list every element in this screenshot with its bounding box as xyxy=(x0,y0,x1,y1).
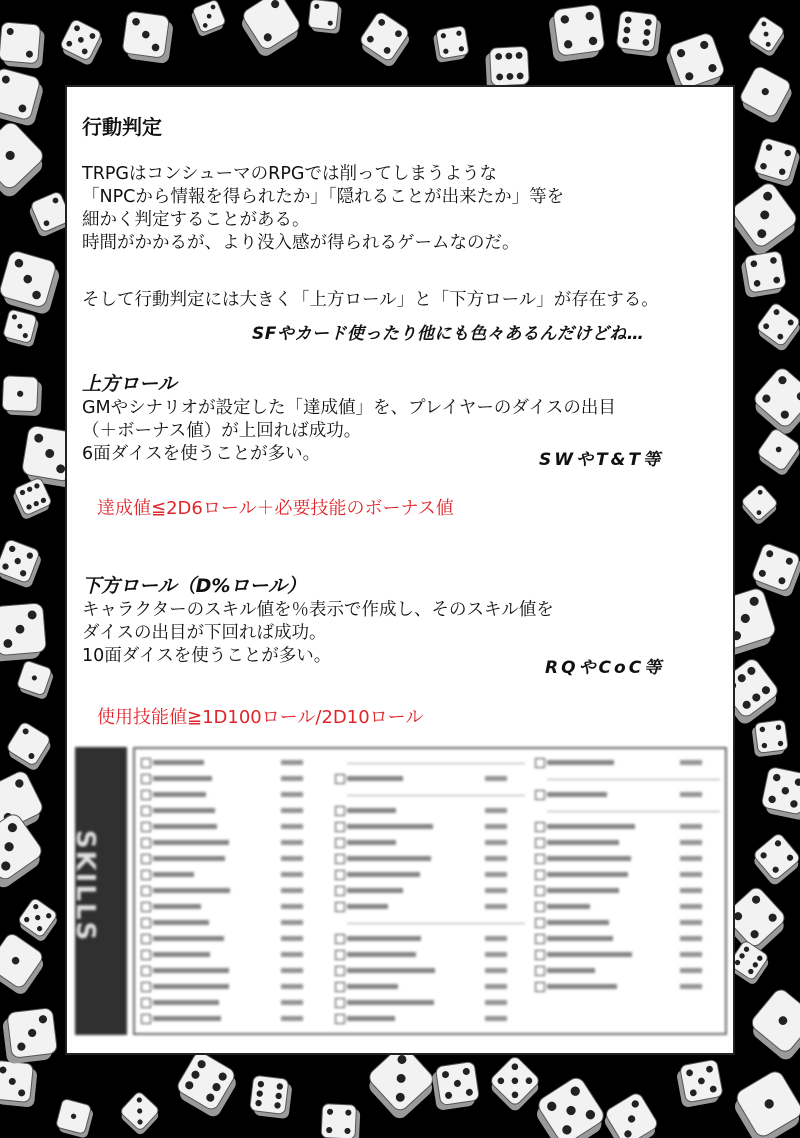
sheet-row xyxy=(335,819,525,835)
sheet-row xyxy=(141,803,321,819)
sheet-row xyxy=(535,867,720,883)
die-icon xyxy=(0,1060,38,1107)
lower-roll-line: ダイスの出目が下回れば成功。 xyxy=(82,623,327,643)
die-icon xyxy=(740,251,788,299)
roll-types-note: SFやカード使ったり他にも色々あるんだけどね… xyxy=(252,324,645,344)
die-icon xyxy=(728,1068,800,1138)
sheet-row xyxy=(535,947,720,963)
upper-roll-formula: 達成値≦2D6ロール＋必要技能のボーナス値 xyxy=(97,498,454,519)
die-icon xyxy=(725,180,800,258)
sheet-row xyxy=(535,803,720,819)
sheet-column xyxy=(535,755,720,995)
sheet-row xyxy=(141,787,321,803)
die-icon xyxy=(745,986,800,1062)
die-icon xyxy=(0,22,45,69)
sheet-row xyxy=(535,755,720,771)
upper-roll-line: （＋ボーナス値）が上回れば成功。 xyxy=(82,421,362,441)
die-icon xyxy=(600,1091,662,1138)
sheet-row xyxy=(141,819,321,835)
die-icon xyxy=(58,18,106,66)
sheet-row xyxy=(141,867,321,883)
sheet-row xyxy=(335,963,525,979)
lower-roll-line: キャラクターのスキル値を％表示で作成し、そのスキル値を xyxy=(82,600,554,620)
sheet-row xyxy=(335,915,525,931)
die-icon xyxy=(530,1075,610,1138)
die-icon xyxy=(15,660,55,700)
sheet-row xyxy=(141,915,321,931)
die-icon xyxy=(121,11,174,64)
sheet-row xyxy=(535,771,720,787)
die-icon xyxy=(486,1055,544,1113)
die-icon xyxy=(431,1061,481,1111)
upper-roll-heading: 上方ロール xyxy=(82,373,177,395)
sheet-row xyxy=(141,883,321,899)
sheet-row xyxy=(535,883,720,899)
die-icon xyxy=(751,720,789,758)
sheet-row xyxy=(335,995,525,1011)
die-icon xyxy=(432,26,469,63)
die-icon xyxy=(736,65,796,125)
sheet-row xyxy=(141,1011,321,1027)
die-icon xyxy=(0,67,46,127)
die-icon xyxy=(547,4,606,63)
sheet-row xyxy=(335,851,525,867)
sheet-row xyxy=(335,835,525,851)
sheet-row xyxy=(335,883,525,899)
die-icon xyxy=(0,932,49,997)
sheet-row xyxy=(535,979,720,995)
sheet-row xyxy=(535,787,720,803)
die-icon xyxy=(55,1098,95,1138)
sheet-row xyxy=(535,899,720,915)
content-panel xyxy=(65,85,735,1055)
die-icon xyxy=(616,10,663,57)
sheet-row xyxy=(535,835,720,851)
die-icon xyxy=(4,721,55,772)
sheet-row xyxy=(335,771,525,787)
die-icon xyxy=(172,1050,241,1119)
intro-line: 「NPCから情報を得られたか」「隠れることが出来たか」等を xyxy=(82,187,565,207)
sheet-row xyxy=(335,867,525,883)
sheet-row xyxy=(141,755,321,771)
sheet-row xyxy=(335,803,525,819)
sheet-row xyxy=(141,771,321,787)
intro-line: 時間がかかるが、より没入感が得られるゲームなのだ。 xyxy=(82,233,520,253)
die-icon xyxy=(249,1075,293,1119)
die-icon xyxy=(754,427,800,477)
sheet-row xyxy=(141,963,321,979)
sheet-skill-table xyxy=(133,747,727,1035)
sheet-row xyxy=(535,819,720,835)
die-icon xyxy=(0,539,44,590)
blurred-character-sheet xyxy=(70,747,727,1035)
sheet-column xyxy=(335,755,525,1027)
die-icon xyxy=(2,309,41,348)
sheet-row xyxy=(141,995,321,1011)
sheet-row xyxy=(141,947,321,963)
sheet-row xyxy=(335,931,525,947)
lower-roll-heading: 下方ロール（D%ロール） xyxy=(82,575,307,597)
sheet-row xyxy=(335,755,525,771)
die-icon xyxy=(117,1091,163,1137)
die-icon xyxy=(749,832,800,887)
sheet-row xyxy=(535,851,720,867)
lower-roll-formula: 使用技能値≧1D100ロール/2D10ロール xyxy=(97,707,424,728)
die-icon xyxy=(745,15,787,57)
upper-roll-line: 6面ダイスを使うことが多い。 xyxy=(82,444,321,464)
lower-roll-text xyxy=(82,599,554,668)
sheet-column xyxy=(141,755,321,1027)
sheet-row xyxy=(141,835,321,851)
die-icon xyxy=(308,0,343,34)
die-icon xyxy=(356,10,414,68)
die-icon xyxy=(752,137,800,187)
upper-roll-text xyxy=(82,397,616,466)
sheet-row xyxy=(141,899,321,915)
die-icon xyxy=(321,1104,361,1138)
sheet-row xyxy=(141,851,321,867)
sheet-row xyxy=(335,787,525,803)
sheet-row xyxy=(535,915,720,931)
die-icon xyxy=(0,119,50,200)
die-icon xyxy=(189,0,227,37)
intro-paragraph xyxy=(82,163,564,255)
sheet-row xyxy=(535,931,720,947)
sheet-row xyxy=(535,963,720,979)
lower-roll-examples: RQやCoC等 xyxy=(545,658,665,678)
sheet-side-banner xyxy=(70,747,127,1035)
die-icon xyxy=(748,365,800,437)
upper-roll-line: GMやシナリオが設定した「達成値」を、プレイヤーのダイスの出目 xyxy=(82,398,616,418)
die-icon xyxy=(753,302,800,353)
intro-line: TRPGはコンシューマのRPGでは削ってしまうような xyxy=(82,164,497,184)
die-icon xyxy=(2,376,42,416)
die-icon xyxy=(0,250,63,316)
sheet-row xyxy=(141,931,321,947)
die-icon xyxy=(760,766,800,821)
lower-roll-line: 10面ダイスを使うことが多い。 xyxy=(82,646,332,666)
die-icon xyxy=(1,1008,58,1065)
sheet-row xyxy=(335,947,525,963)
page-title: 行動判定 xyxy=(82,115,162,139)
roll-types-line: そして行動判定には大きく「上方ロール」と「下方ロール」が存在する。 xyxy=(82,290,659,310)
die-icon xyxy=(15,897,61,943)
upper-roll-examples: SWやT&T等 xyxy=(539,450,664,470)
sheet-row xyxy=(335,899,525,915)
die-icon xyxy=(0,603,47,662)
die-icon xyxy=(236,0,305,59)
die-icon xyxy=(675,1059,724,1108)
intro-line: 細かく判定することがある。 xyxy=(82,210,310,230)
sheet-row xyxy=(335,979,525,995)
sheet-row xyxy=(335,1011,525,1027)
die-icon xyxy=(738,484,780,526)
sheet-side-label: SKILLS xyxy=(70,829,101,943)
sheet-row xyxy=(141,979,321,995)
die-icon xyxy=(362,1043,440,1121)
die-icon xyxy=(0,811,48,891)
